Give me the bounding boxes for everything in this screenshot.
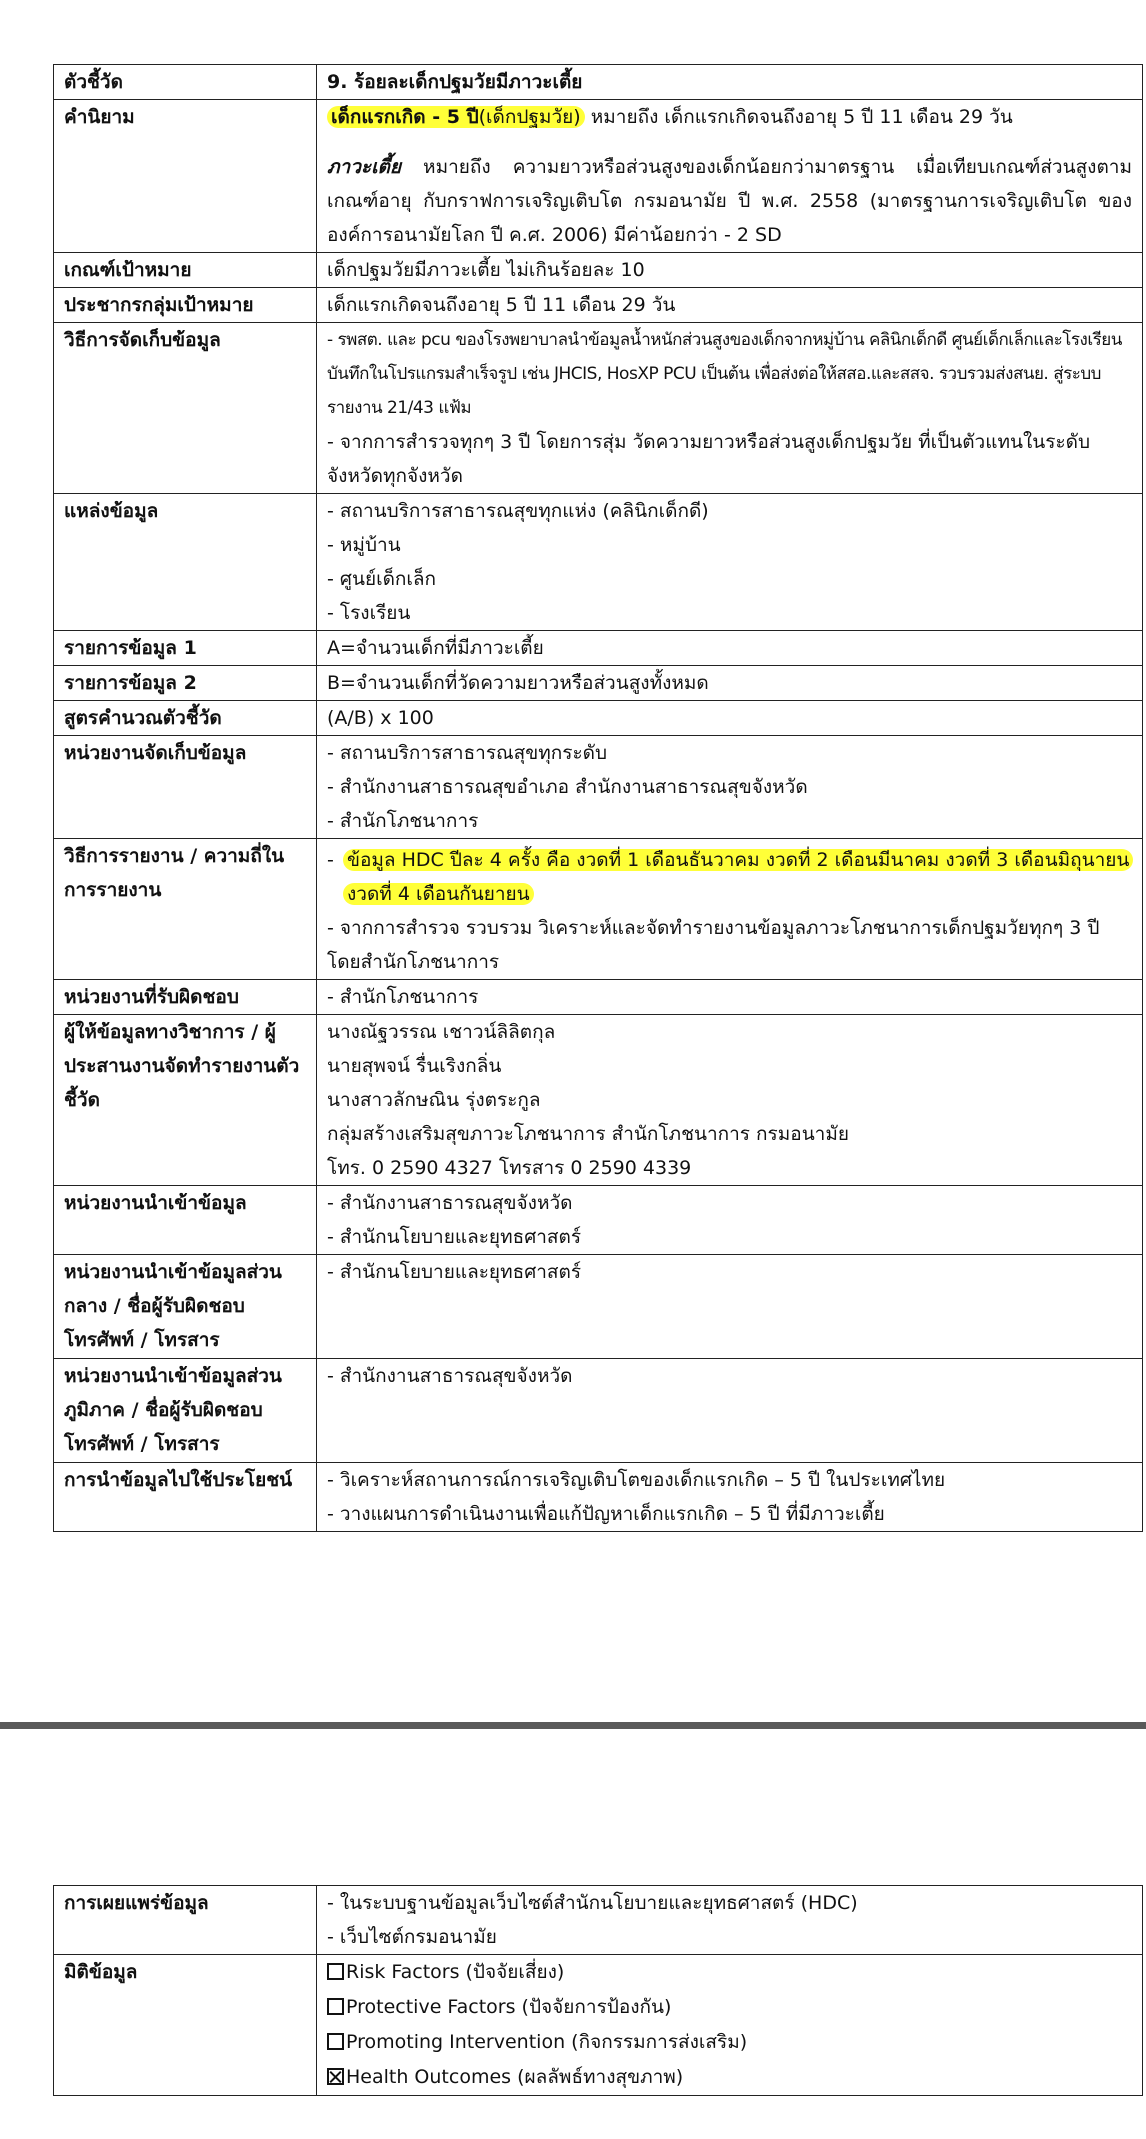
collection-method-2: - จากการสำรวจทุกๆ 3 ปี โดยการสุ่ม วัดความยาวหรือส่วนสูงเด็กปฐมวัย ที่เป็นตัวแทนในระดับจังหวัดทุกจังหวัด [327, 431, 1091, 487]
list-item: - หมู่บ้าน [327, 534, 401, 556]
checkbox-unchecked-icon [327, 2033, 344, 2050]
source-cell [317, 494, 1143, 631]
table-row [54, 253, 1143, 288]
contact-cell [317, 1015, 1143, 1186]
table-row [54, 1186, 1143, 1255]
definition-label: คำนิยาม [54, 100, 317, 253]
indicator-value: 9. ร้อยละเด็กปฐมวัยมีภาวะเตี้ย [317, 65, 1143, 100]
population-label: ประชากรกลุ่มเป้าหมาย [54, 288, 317, 323]
data-use-label: การนำข้อมูลไปใช้ประโยชน์ [54, 1463, 317, 1532]
population-value: เด็กแรกเกิดจนถึงอายุ 5 ปี 11 เดือน 29 วัน [317, 288, 1143, 323]
item1-value: A=จำนวนเด็กที่มีภาวะเตี้ย [317, 631, 1143, 666]
item2-label: รายการข้อมูล 2 [54, 666, 317, 701]
dimension-label: มิติข้อมูล [54, 1955, 317, 2096]
table-row [54, 288, 1143, 323]
contact-line: นางณัฐวรรณ เชาวน์ลิลิตกุล [327, 1021, 556, 1043]
checkbox-checked-icon [327, 2068, 344, 2085]
report-label: วิธีการรายงาน / ความถี่ในการรายงาน [54, 839, 317, 980]
table-row [54, 494, 1143, 631]
contact-line: โทร. 0 2590 4327 โทรสาร 0 2590 4339 [327, 1157, 692, 1179]
table-row [54, 1886, 1143, 1955]
definition-highlight-normal: (เด็กปฐมวัย) [478, 106, 581, 128]
page-separator [0, 1722, 1146, 1729]
data-use-cell [317, 1463, 1143, 1532]
dimension-cell [317, 1955, 1143, 2096]
list-item: - ศูนย์เด็กเล็ก [327, 568, 437, 590]
table-row [54, 736, 1143, 839]
contact-label: ผู้ให้ข้อมูลทางวิชาการ / ผู้ประสานงานจัดทำรายงานตัวชี้วัด [54, 1015, 317, 1186]
collecting-unit-cell [317, 736, 1143, 839]
table-row [54, 100, 1143, 253]
list-item: - สถานบริการสาธารณสุขทุกแห่ง (คลินิกเด็กดี) [327, 500, 709, 522]
list-item: - สำนักโภชนาการ [327, 810, 479, 832]
collecting-unit-label: หน่วยงานจัดเก็บข้อมูล [54, 736, 317, 839]
report-survey-text: - จากการสำรวจ รวบรวม วิเคราะห์และจัดทำรายงานข้อมูลภาวะโภชนาการเด็กปฐมวัยทุกๆ 3 ปี โดยสำนักโภชนาการ [327, 917, 1100, 973]
item1-label: รายการข้อมูล 1 [54, 631, 317, 666]
definition-highlight-bold: เด็กแรกเกิด - 5 ปี [331, 106, 479, 128]
stunting-term: ภาวะเตี้ย [327, 156, 402, 178]
dimension-option-label: Health Outcomes (ผลลัพธ์ทางสุขภาพ) [346, 2066, 684, 2088]
report-highlight-text: ข้อมูล HDC ปีละ 4 ครั้ง คือ งวดที่ 1 เดือนธันวาคม งวดที่ 2 เดือนมีนาคม งวดที่ 3 เดือนมิถุนายน งวดที่ 4 เดือนกันยายน [343, 849, 1133, 905]
table-row [54, 631, 1143, 666]
target-value: เด็กปฐมวัยมีภาวะเตี้ย ไม่เกินร้อยละ 10 [317, 253, 1143, 288]
contact-line: นางสาวลักษณิน รุ่งตระกูล [327, 1089, 541, 1111]
table-row [54, 1955, 1143, 2096]
kpi-table-page-2 [53, 1885, 1143, 2096]
collection-method-1: - รพสต. และ pcu ของโรงพยาบาลนำข้อมูลน้ำหนักส่วนสูงของเด็กจากหมู่บ้าน คลินิกเด็กดี ศูนย์เด็กเล็กและโรงเรียน บันทึกในโปรแกรมสำเร็จรูป เช่น JHCIS, HosXP PCU เป็นต้น เพื่อส่งต่อให้สสอ.และสสจ. รวบรวมส่งสนย. สู่ระบบรายงาน 21/43 แฟ้ม [327, 330, 1122, 418]
responsible-value: - สำนักโภชนาการ [317, 980, 1143, 1015]
report-dash: - [327, 849, 334, 871]
formula-value: (A/B) x 100 [317, 701, 1143, 736]
source-label: แหล่งข้อมูล [54, 494, 317, 631]
definition-cell [317, 100, 1143, 253]
regional-import-value: - สำนักงานสาธารณสุขจังหวัด [317, 1359, 1143, 1463]
list-item: - สถานบริการสาธารณสุขทุกระดับ [327, 742, 608, 764]
report-cell [317, 839, 1143, 980]
table-row [54, 1255, 1143, 1359]
definition-highlight [327, 106, 585, 128]
collection-cell [317, 323, 1143, 494]
table-row [54, 323, 1143, 494]
report-survey-line [327, 911, 1132, 979]
table-row [54, 1359, 1143, 1463]
definition-rest: หมายถึง เด็กแรกเกิดจนถึงอายุ 5 ปี 11 เดือน 29 วัน [584, 106, 1013, 128]
stunting-definition [327, 150, 1132, 252]
table-row [54, 701, 1143, 736]
dimension-option [327, 2060, 1132, 2095]
contact-line: นายสุพจน์ รื่นเริงกลิ่น [327, 1055, 502, 1077]
stunting-text: หมายถึง ความยาวหรือส่วนสูงของเด็กน้อยกว่ามาตรฐาน เมื่อเทียบเกณฑ์ส่วนสูงตามเกณฑ์อายุ กับกราฟการเจริญเติบโต กรมอนามัย ปี พ.ศ. 2558 (มาตรฐานการเจริญเติบโต ขององค์การอนามัยโลก ปี ค.ศ. 2006) มีค่าน้อยกว่า - 2 SD [327, 156, 1132, 246]
central-import-value: - สำนักนโยบายและยุทธศาสตร์ [317, 1255, 1143, 1359]
list-item: - สำนักงานสาธารณสุขอำเภอ สำนักงานสาธารณสุขจังหวัด [327, 776, 808, 798]
definition-line [327, 100, 1132, 134]
formula-label: สูตรคำนวณตัวชี้วัด [54, 701, 317, 736]
report-hdc-line [327, 839, 1132, 911]
table-row [54, 65, 1143, 100]
import-label: หน่วยงานนำเข้าข้อมูล [54, 1186, 317, 1255]
list-item: - วิเคราะห์สถานการณ์การเจริญเติบโตของเด็กแรกเกิด – 5 ปี ในประเทศไทย [327, 1469, 946, 1491]
list-item: - สำนักงานสาธารณสุขจังหวัด [327, 1192, 573, 1214]
checkbox-unchecked-icon [327, 1963, 344, 1980]
target-label: เกณฑ์เป้าหมาย [54, 253, 317, 288]
dimension-option-label: Protective Factors (ปัจจัยการป้องกัน) [346, 1996, 672, 2018]
checkbox-unchecked-icon [327, 1998, 344, 2015]
list-item: - เว็บไซต์กรมอนามัย [327, 1926, 497, 1948]
table-row [54, 1015, 1143, 1186]
indicator-label: ตัวชี้วัด [54, 65, 317, 100]
table-row [54, 980, 1143, 1015]
contact-line: กลุ่มสร้างเสริมสุขภาวะโภชนาการ สำนักโภชนาการ กรมอนามัย [327, 1123, 850, 1145]
responsible-label: หน่วยงานที่รับผิดชอบ [54, 980, 317, 1015]
central-import-label: หน่วยงานนำเข้าข้อมูลส่วนกลาง / ชื่อผู้รับผิดชอบ โทรศัพท์ / โทรสาร [54, 1255, 317, 1359]
item2-value: B=จำนวนเด็กที่วัดความยาวหรือส่วนสูงทั้งหมด [317, 666, 1143, 701]
list-item: - โรงเรียน [327, 602, 411, 624]
regional-import-label: หน่วยงานนำเข้าข้อมูลส่วนภูมิภาค / ชื่อผู้รับผิดชอบ โทรศัพท์ / โทรสาร [54, 1359, 317, 1463]
table-row [54, 1463, 1143, 1532]
import-cell [317, 1186, 1143, 1255]
dissemination-cell [317, 1886, 1143, 1955]
report-highlight [343, 843, 1132, 911]
dimension-option-label: Risk Factors (ปัจจัยเสี่ยง) [346, 1961, 565, 1983]
table-row [54, 839, 1143, 980]
kpi-table-page-1 [53, 64, 1143, 1532]
collection-label: วิธีการจัดเก็บข้อมูล [54, 323, 317, 494]
list-item: - วางแผนการดำเนินงานเพื่อแก้ปัญหาเด็กแรกเกิด – 5 ปี ที่มีภาวะเตี้ย [327, 1503, 885, 1525]
dissemination-label: การเผยแพร่ข้อมูล [54, 1886, 317, 1955]
list-item: - สำนักนโยบายและยุทธศาสตร์ [327, 1226, 582, 1248]
dimension-option [327, 1955, 1132, 1990]
dimension-option [327, 2025, 1132, 2060]
dimension-option-label: Promoting Intervention (กิจกรรมการส่งเสริม) [346, 2031, 748, 2053]
table-row [54, 666, 1143, 701]
dimension-option [327, 1990, 1132, 2025]
list-item: - ในระบบฐานข้อมูลเว็บไซต์สำนักนโยบายและยุทธศาสตร์ (HDC) [327, 1892, 858, 1914]
